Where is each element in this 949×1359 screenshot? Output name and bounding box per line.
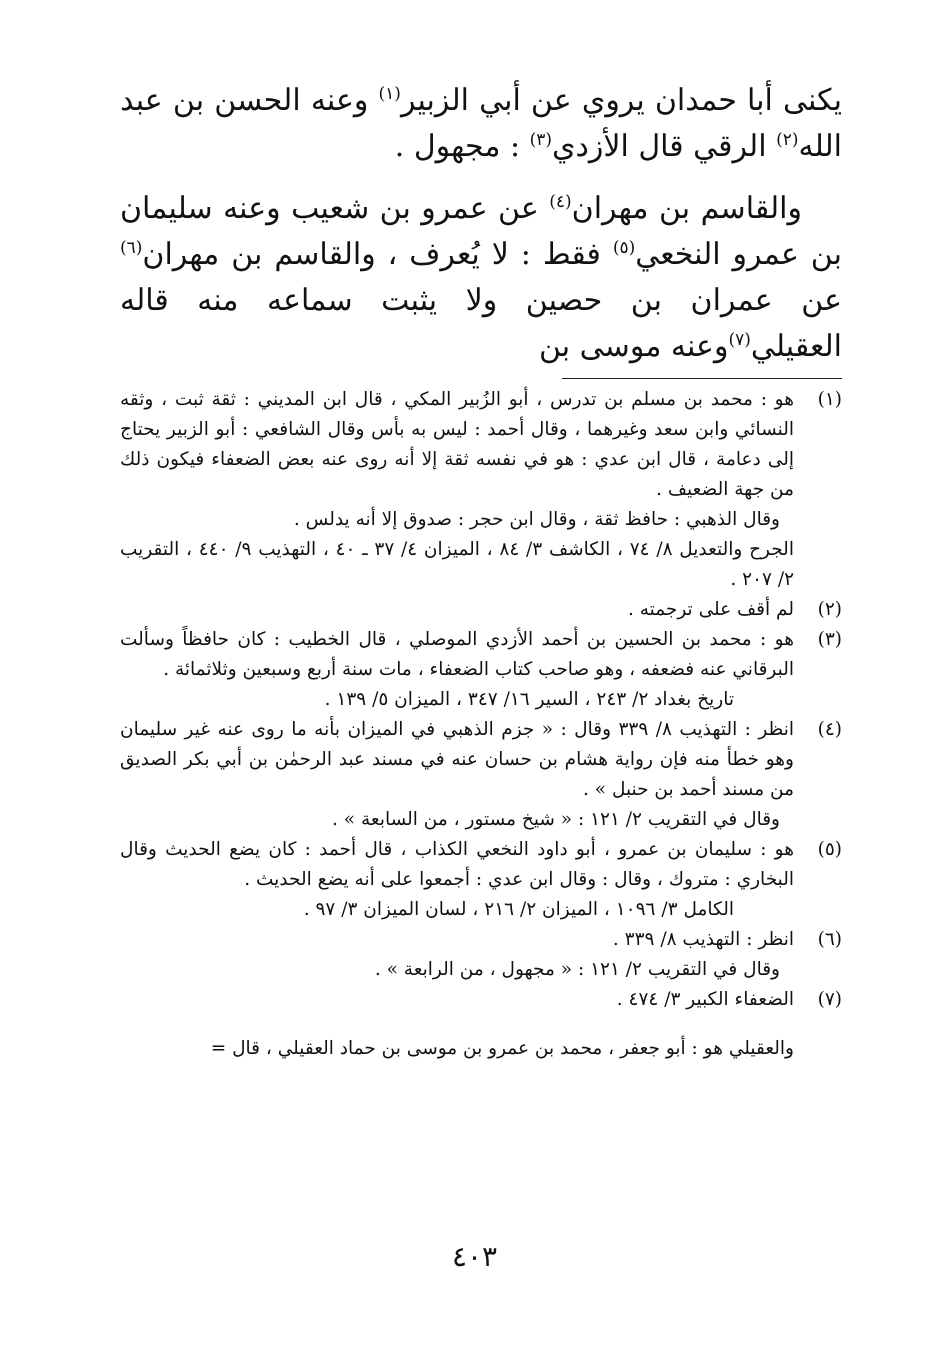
footnote-sources: الجرح والتعديل ٨/ ٧٤ ، الكاشف ٣/ ٨٤ ، الميزان ٤/ ٣٧ ـ ٤٠ ، التهذيب ٩/ ٤٤٠ ، التقريب ٢/ ٢٠٧ . [120, 539, 794, 590]
footnote-number: (٦) [817, 929, 842, 950]
footnote-number: (٣) [817, 629, 842, 650]
footnote-text: هو : محمد بن مسلم بن تدرس ، أبو الزُبير المكي ، قال ابن المديني : ثقة ثبت ، وثقه النسائي وابن سعد وغيرهما ، وقال أحمد : ليس به بأس وقال الشافعي : أبو الزبير يحتاج إلى دعامة ، قال ابن عدي : هو في نفسه ثقة إلا أنه روى عنه بعض الضعفاء فيكون ذلك من جهة الضعيف . [120, 389, 794, 500]
footnote-ref-2[interactable]: (٢) [776, 130, 799, 150]
footnote-number: (٥) [817, 839, 842, 860]
footnote-text: وقال في التقريب ٢/ ١٢١ : « مجهول ، من الرابعة » . [374, 959, 780, 980]
footnote-text: الضعفاء الكبير ٣/ ٤٧٤ . [616, 989, 794, 1010]
footnote-number: (٢) [817, 599, 842, 620]
footnote-text: وقال الذهبي : حافظ ثقة ، وقال ابن حجر : صدوق إلا أنه يدلس . [293, 509, 780, 530]
page-content [120, 78, 842, 1082]
main-paragraph-2: والقاسم بن مهران$^{(٤)}$ عن عمرو بن شعيب وعنه سليمان بن عمرو النخعي$^{(٥)}$ فقط : لا يُعرف ، والقاسم بن مهران$^{(٦)}$ عن عمران بن حصين ولا يثبت سماعه منه قاله العقيلي$^{(٧)}$وعنه موسى بن [120, 191, 842, 364]
footnote-3 [120, 625, 842, 715]
main-paragraph-1: يكنى أبا حمدان يروي عن أبي الزبير$^{(١)}$ وعنه الحسن بن عبد الله$^{(٢)}$ الرقي قال الأزدي$^{(٣)}$ : مجهول . [120, 83, 842, 164]
footnote-ref-7[interactable]: (٧) [728, 330, 751, 350]
footnote-text: انظر : التهذيب ٨/ ٣٣٩ وقال : « جزم الذهبي في الميزان بأنه ما روى عنه غير سليمان وهو خطأ منه فإن رواية هشام بن حسان عنه في مسند عبد الرحمٰن بن أبي بكر الصديق من مسند أحمد بن حنبل » . [120, 719, 794, 800]
footnote-number: (٤) [817, 719, 842, 740]
footnote-text: هو : سليمان بن عمرو ، أبو داود النخعي الكذاب ، قال أحمد : كان يضع الحديث وقال البخاري : متروك ، وقال : وقال ابن عدي : أجمعوا على أنه يضع الحديث . [120, 839, 794, 890]
footnote-1 [120, 385, 842, 595]
footnote-sources: تاريخ بغداد ٢/ ٢٤٣ ، السير ١٦/ ٣٤٧ ، الميزان ٥/ ١٣٩ . [324, 689, 734, 710]
footnote-ref-1[interactable]: (١) [378, 84, 401, 104]
footnote-sources: الكامل ٣/ ١٠٩٦ ، الميزان ٢/ ٢١٦ ، لسان الميزان ٣/ ٩٧ . [303, 899, 734, 920]
footnote-ref-3[interactable]: (٣) [529, 130, 553, 150]
footnote-6 [120, 925, 842, 985]
footnote-text: انظر : التهذيب ٨/ ٣٣٩ . [612, 929, 794, 950]
footnote-number: (١) [817, 389, 842, 410]
footnotes [120, 385, 842, 1064]
footnote-continuation: والعقيلي هو : أبو جعفر ، محمد بن عمرو بن موسى بن حماد العقيلي ، قال = [210, 1037, 794, 1059]
footnote-2 [120, 595, 842, 625]
footnote-separator [562, 378, 842, 379]
footnote-ref-6[interactable]: (٦) [120, 238, 143, 258]
footnote-number: (٧) [817, 989, 842, 1010]
footnote-text: لم أقف على ترجمته . [627, 599, 794, 620]
footnote-5 [120, 835, 842, 925]
footnote-ref-4[interactable]: (٤) [549, 192, 572, 212]
footnote-text: وقال في التقريب ٢/ ١٢١ : « شيخ مستور ، من السابعة » . [332, 809, 780, 830]
page-number: ٤٠٣ [451, 1240, 498, 1273]
main-text [120, 78, 842, 370]
footnote-ref-5[interactable]: (٥) [612, 238, 636, 258]
footnote-7 [120, 985, 842, 1015]
footnote-text: هو : محمد بن الحسين بن أحمد الأزدي الموصلي ، قال الخطيب : كان حافظاً وسألت البرقاني عنه فضعفه ، وهو صاحب كتاب الضعفاء ، مات سنة أربع وسبعين وثلاثمائة . [120, 629, 794, 680]
footnote-4 [120, 715, 842, 835]
